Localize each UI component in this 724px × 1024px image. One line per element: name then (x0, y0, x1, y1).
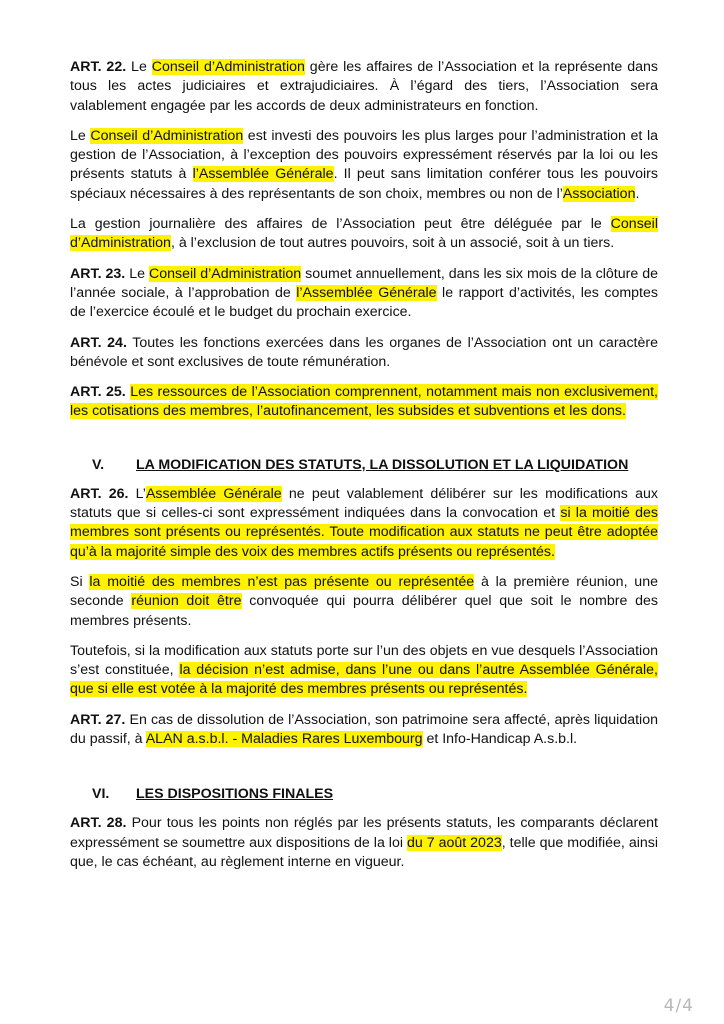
section-heading-vi (70, 785, 658, 804)
art-22-paragraph-3 (70, 215, 658, 254)
art-27-paragraph (70, 711, 658, 750)
art-25-paragraph (70, 383, 658, 422)
paragraph-text (70, 128, 658, 202)
paragraph-text (70, 384, 658, 419)
paragraph-text (70, 643, 658, 698)
text-run: ne peut valablement délibérer sur les modifications aux statuts que si celles-ci sont expressément indiquées dans la convocation et (70, 485, 658, 522)
section-heading-v (70, 456, 658, 475)
page-number: 4/4 (663, 996, 694, 1016)
text-run: convoquée qui pourra délibérer quel que soit le nombre des membres présents. (70, 593, 658, 629)
text-run: , à l’exclusion de tout autres pouvoirs, soit à un associé, soit à un tiers. (170, 235, 615, 252)
paragraph-text (70, 815, 658, 870)
text-run: Toutefois, si la modification aux statuts porte sur l’un des objets en vue desquels l’Association s’est constituée, (70, 642, 658, 679)
article-number: ART. 28. (70, 815, 127, 832)
text-run: et Info-Handicap A.s.b.l. (422, 731, 578, 748)
text-run: le rapport d’activités, les comptes de l’exercice écoulé et le budget du prochain exercice. (70, 284, 658, 321)
highlighted-text: Assemblée Générale (145, 485, 282, 502)
text-run: Le (126, 59, 152, 75)
text-run: gère les affaires de l’Association et la représente dans tous les actes judiciaires et extrajudiciaires. À l’égard des tiers, l’Association sera valablement engagée par les accords de deux administrateurs en fonction. (70, 59, 658, 114)
paragraph-text (70, 574, 658, 629)
article-number: ART. 26. (70, 485, 129, 502)
art-22-paragraph-2 (70, 127, 658, 204)
art-26-paragraph-1 (70, 485, 658, 562)
paragraph-text (70, 59, 658, 114)
highlighted-text: la décision n’est admise, dans l’une ou dans l’autre Assemblée Générale, que si elle est votée à la majorité des membres présents ou représentés. (70, 662, 658, 698)
paragraph-text (70, 486, 658, 560)
highlighted-text: Les ressources de l’Association comprennent, notamment mais non exclusivement, les cotisations des membres, l’autofinancement, les subsides et subventions et les dons. (70, 384, 658, 420)
paragraph-text (70, 216, 658, 251)
text-run: à la première réunion, une seconde (70, 573, 658, 610)
highlighted-text: du 7 août 2023 (406, 834, 502, 851)
article-number: ART. 22. (70, 59, 127, 75)
article-number: ART. 27. (70, 711, 126, 728)
text-run: Le (70, 127, 91, 144)
text-run: . Il peut sans limitation conférer tous les pouvoirs spéciaux nécessaires à des représentants de son choix, membres ou non de l’ (70, 166, 659, 202)
art-23-paragraph (70, 265, 658, 323)
highlighted-text: Conseil d’Administration (151, 59, 305, 75)
highlighted-text: si la moitié des membres sont présents ou représentés. Toute modification aux statuts ne peut être adoptée qu’à la majorité simple des voix des membres actifs présents ou représentés. (70, 505, 658, 560)
art-24-paragraph (70, 334, 658, 373)
art-26-paragraph-2 (70, 573, 658, 631)
highlighted-text: ALAN a.s.b.l. - Maladies Rares Luxembourg (145, 731, 423, 748)
highlighted-text: la moitié des membres n’est pas présente ou représentée (89, 573, 475, 590)
text-run: Pour tous les points non réglés par les présents statuts, les comparants déclarent expressément se soumettre aux dispositions de la loi (70, 815, 658, 851)
highlighted-text: Conseil d’Administration (70, 216, 658, 252)
article-number: ART. 25. (70, 384, 126, 401)
text-run: Toutes les fonctions exercées dans les organes de l’Association ont un caractère bénévole et sont exclusives de toute rémunération. (70, 334, 658, 370)
paragraph-text (70, 335, 658, 370)
section-title: LA MODIFICATION DES STATUTS, LA DISSOLUTION ET LA LIQUIDATION (136, 456, 629, 473)
paragraph-text (70, 712, 658, 747)
art-26-paragraph-3 (70, 642, 658, 700)
highlighted-text: Association (562, 185, 636, 202)
article-number: ART. 23. (70, 265, 126, 282)
section-number: V. (92, 456, 105, 473)
text-run: Le (125, 265, 149, 282)
section-title: LES DISPOSITIONS FINALES (136, 786, 334, 803)
highlighted-text: l’Assemblée Générale (296, 284, 437, 301)
text-run: L’ (128, 485, 146, 502)
highlighted-text: Conseil d’Administration (148, 265, 302, 282)
article-number: ART. 24. (70, 334, 127, 351)
highlighted-text: réunion doit être (131, 593, 242, 610)
paragraph-text (70, 266, 658, 321)
section-number: VI. (92, 786, 110, 803)
art-22-paragraph-1 (70, 58, 658, 116)
text-run: est investi des pouvoirs les plus larges pour l’administration et la gestion de l’Association, à l’exception des pouvoirs expressément réservés par la loi ou les présents statuts à (70, 127, 658, 183)
text-run: . (635, 185, 640, 202)
highlighted-text: l’Assemblée Générale (192, 166, 334, 183)
document-page (70, 58, 658, 883)
text-run: La gestion journalière des affaires de l’Association peut être déléguée par le (70, 216, 611, 233)
text-run: , telle que modifiée, ainsi que, le cas échéant, au règlement interne en vigueur. (70, 834, 659, 870)
art-28-paragraph (70, 814, 658, 872)
text-run: soumet annuellement, dans les six mois de la clôture de l’année sociale, à l’approbation de (70, 265, 658, 301)
highlighted-text: Conseil d’Administration (90, 127, 244, 144)
text-run: En cas de dissolution de l’Association, son patrimoine sera affecté, après liquidation du passif, à (70, 711, 658, 748)
text-run: Si (70, 573, 90, 590)
